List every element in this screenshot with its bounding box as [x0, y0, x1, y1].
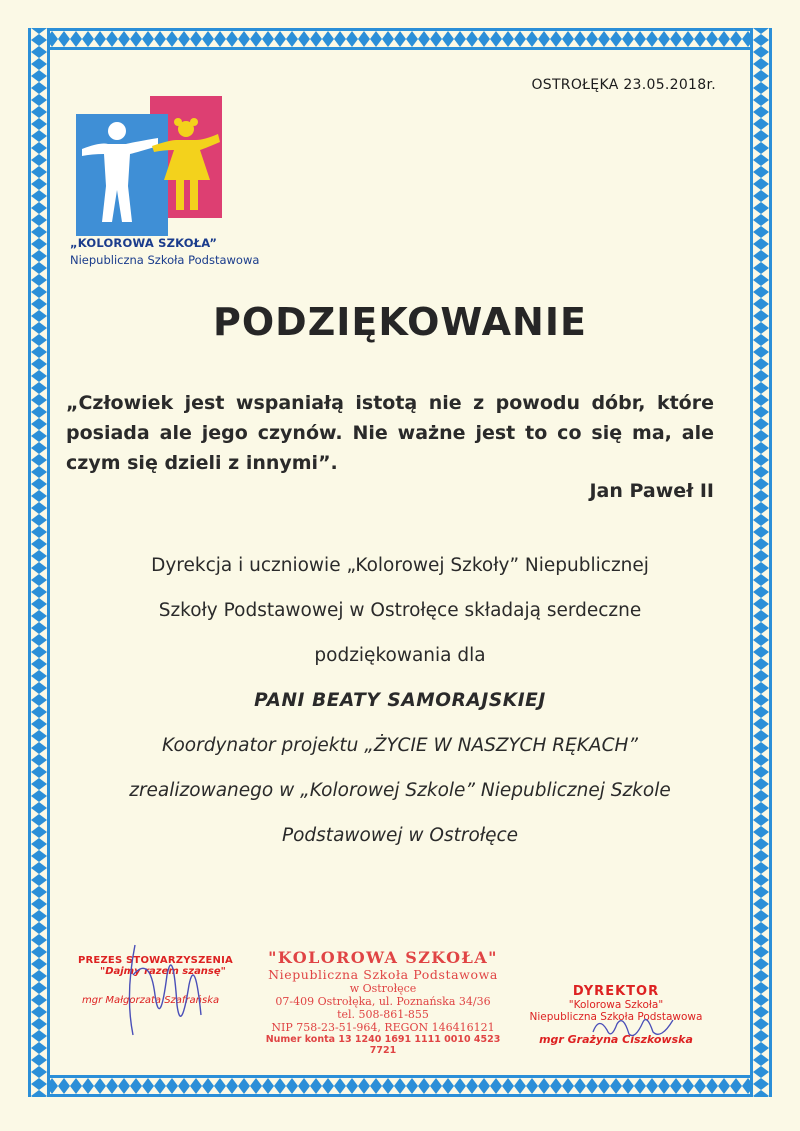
left-border-pattern — [28, 28, 50, 1097]
director-name: mgr Grażyna Ciszkowska — [539, 1033, 693, 1046]
stamp-line: Niepubliczna Szkoła Podstawowa — [268, 967, 498, 982]
school-logo — [72, 94, 242, 236]
quote-author: Jan Paweł II — [589, 480, 714, 502]
director-school-type: Niepubliczna Szkoła Podstawowa — [529, 1011, 703, 1023]
body-line: zrealizowanego w „Kolorowej Szkole” Niepublicznej Szkole — [129, 780, 671, 801]
logo-school-name: „KOLOROWA SZKOŁA” — [70, 236, 218, 250]
right-border-pattern — [750, 28, 772, 1097]
stamp-school-name: "KOLOROWA SZKOŁA" — [268, 948, 498, 967]
bottom-border-pattern — [28, 1075, 772, 1097]
stamp-nip-regon: NIP 758-23-51-964, REGON 146416121 — [271, 1021, 495, 1034]
body-line: Koordynator projektu „ŻYCIE W NASZYCH RĘKACH” — [162, 735, 638, 756]
director-school: "Kolorowa Szkoła" — [568, 999, 664, 1011]
recipient-name: PANI BEATY SAMORAJSKIEJ — [254, 690, 546, 711]
president-signature — [105, 935, 215, 1045]
director-signature — [585, 1010, 685, 1046]
body-line: Dyrekcja i uczniowie „Kolorowej Szkoły” Niepublicznej — [151, 555, 649, 576]
quote-text: „Człowiek jest wspaniałą istotą nie z powodu dóbr, które posiada ale jego czynów. Nie ważne jest to co się ma, ale czym się dzieli z innymi”. — [66, 392, 714, 474]
stamp-account-number: Numer konta 13 1240 1691 1111 0010 4523 7721 — [265, 1034, 501, 1056]
director-role: DYREKTOR — [572, 984, 660, 999]
top-border-pattern — [28, 28, 772, 50]
thanks-body — [60, 548, 740, 863]
stamp-address: 07-409 Ostrołęka, ul. Poznańska 34/36 — [275, 995, 491, 1008]
stamp-phone: tel. 508-861-855 — [337, 1008, 429, 1021]
document-title: PODZIĘKOWANIE — [213, 300, 587, 344]
body-line: podziękowania dla — [314, 645, 486, 666]
stamp-line: w Ostrołęce — [349, 982, 417, 995]
association-name: "Dajmy razem szansę" — [100, 966, 226, 977]
body-line: Szkoły Podstawowej w Ostrołęce składają serdeczne — [158, 600, 642, 621]
school-stamp — [265, 948, 501, 1056]
document-date: OSTROŁĘKA 23.05.2018r. — [531, 77, 716, 93]
body-line: Podstawowej w Ostrołęce — [281, 825, 519, 846]
logo-school-subtitle: Niepubliczna Szkoła Podstawowa — [70, 253, 260, 267]
president-name: mgr Małgorzata Szafrańska — [82, 995, 220, 1006]
president-role: PREZES STOWARZYSZENIA — [78, 955, 233, 966]
